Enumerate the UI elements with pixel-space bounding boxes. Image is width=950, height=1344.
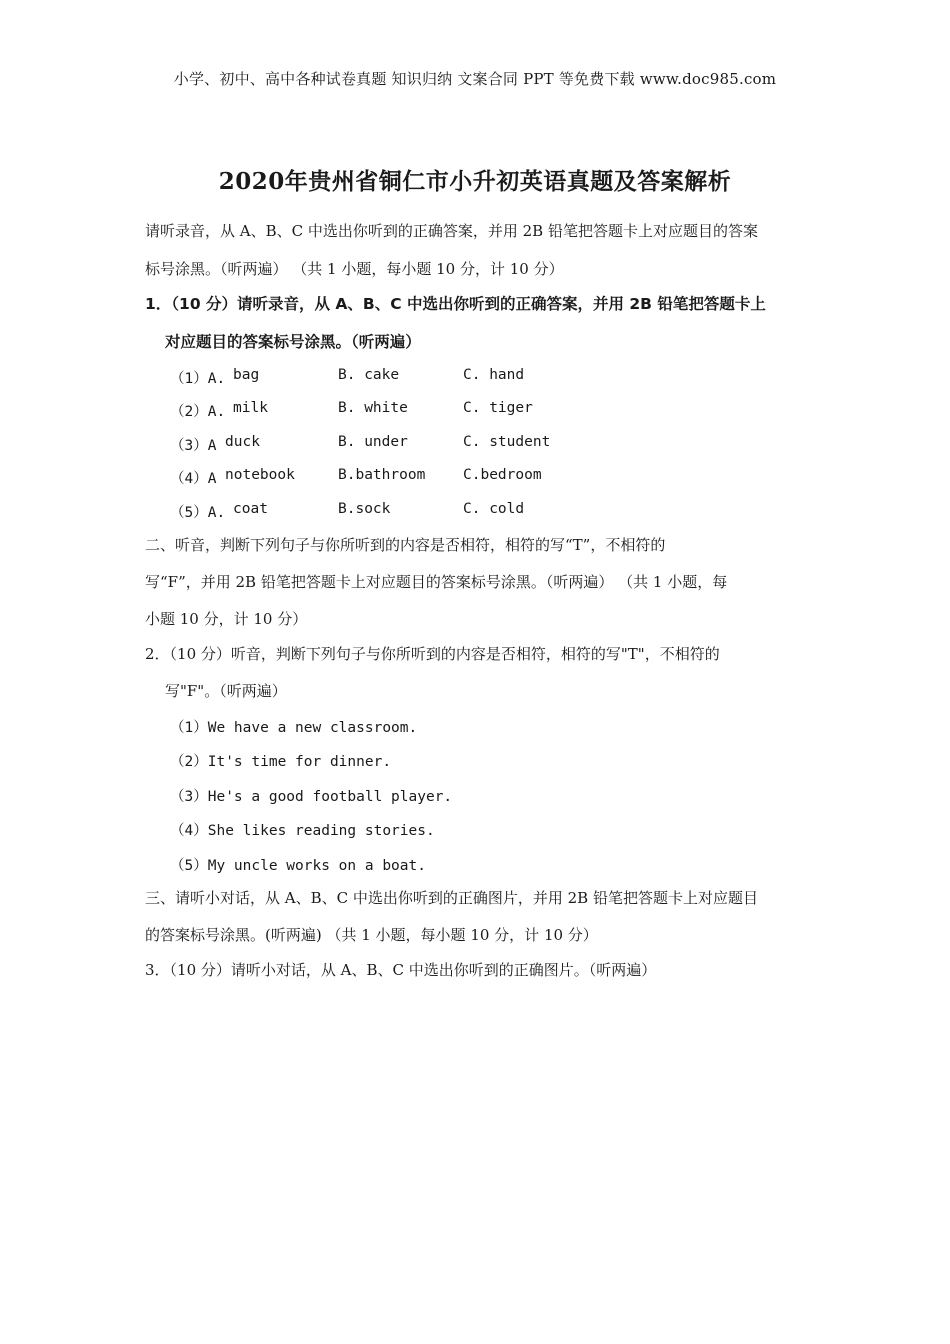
sentence-4: （4）She likes reading stories. <box>170 823 435 839</box>
option-row-5-c: C. cold <box>463 501 525 517</box>
option-row-2-c: C. tiger <box>463 400 533 416</box>
option-row-3-c: C. student <box>463 434 551 450</box>
question3-line1: 3．（10 分）请听小对话，从 A、B、C 中选出你听到的正确图片。（听两遍） <box>145 961 657 979</box>
question2-line1: 2．（10 分）听音，判断下列句子与你所听到的内容是否相符，相符的写"T"，不相符的 <box>145 645 720 663</box>
section2-instruction-line3: 小题 10 分，计 10 分） <box>145 610 308 628</box>
section3-instruction-line1: 三、请听小对话，从 A、B、C 中选出你听到的正确图片，并用 2B 铅笔把答题卡上对应题目 <box>145 889 758 907</box>
option-row-5-b: B.sock <box>338 501 391 517</box>
option-row-5-number: （5）A. <box>170 505 226 521</box>
option-row-4-a: notebook <box>225 467 295 483</box>
question2-line2: 写"F"。（听两遍） <box>165 682 287 700</box>
section2-instruction-line2: 写“F”，并用 2B 铅笔把答题卡上对应题目的答案标号涂黑。（听两遍） （共 1 小题，每 <box>145 573 728 591</box>
option-row-3-a: duck <box>225 434 260 450</box>
page-header: 小学、初中、高中各种试卷真题 知识归纳 文案合同 PPT 等免费下载 www.doc985.com <box>173 70 777 88</box>
option-row-4-c: C.bedroom <box>463 467 542 483</box>
option-row-2-a: milk <box>233 400 268 416</box>
sentence-2: （2）It's time for dinner. <box>170 754 392 770</box>
option-row-2-b: B. white <box>338 400 408 416</box>
section1-instruction-line1: 请听录音，从 A、B、C 中选出你听到的正确答案，并用 2B 铅笔把答题卡上对应题目的答案 <box>145 222 758 240</box>
sentence-1: （1）We have a new classroom. <box>170 720 418 736</box>
question1-line1: 1．（10 分）请听录音，从 A、B、C 中选出你听到的正确答案，并用 2B 铅笔把答题卡上 <box>145 295 766 313</box>
option-row-5-a: coat <box>233 501 268 517</box>
option-row-1-number: （1）A. <box>170 371 226 387</box>
option-row-4-number: （4）A <box>170 471 217 487</box>
option-row-3-b: B. under <box>338 434 408 450</box>
option-row-2-number: （2）A. <box>170 404 226 420</box>
option-row-1-a: bag <box>233 367 260 383</box>
section1-instruction-line2: 标号涂黑。（听两遍） （共 1 小题，每小题 10 分，计 10 分） <box>145 260 564 278</box>
option-row-4-b: B.bathroom <box>338 467 426 483</box>
sentence-3: （3）He's a good football player. <box>170 789 453 805</box>
option-row-3-number: （3）A <box>170 438 217 454</box>
question1-line2: 对应题目的答案标号涂黑。（听两遍） <box>165 333 421 351</box>
option-row-1-b: B. cake <box>338 367 400 383</box>
section3-instruction-line2: 的答案标号涂黑。(听两遍) （共 1 小题，每小题 10 分，计 10 分） <box>145 926 598 944</box>
section2-instruction-line1: 二、听音，判断下列句子与你所听到的内容是否相符，相符的写“T”，不相符的 <box>145 536 666 554</box>
page-title: 2020年贵州省铜仁市小升初英语真题及答案解析 <box>218 168 732 195</box>
sentence-5: （5）My uncle works on a boat. <box>170 858 426 874</box>
option-row-1-c: C. hand <box>463 367 525 383</box>
